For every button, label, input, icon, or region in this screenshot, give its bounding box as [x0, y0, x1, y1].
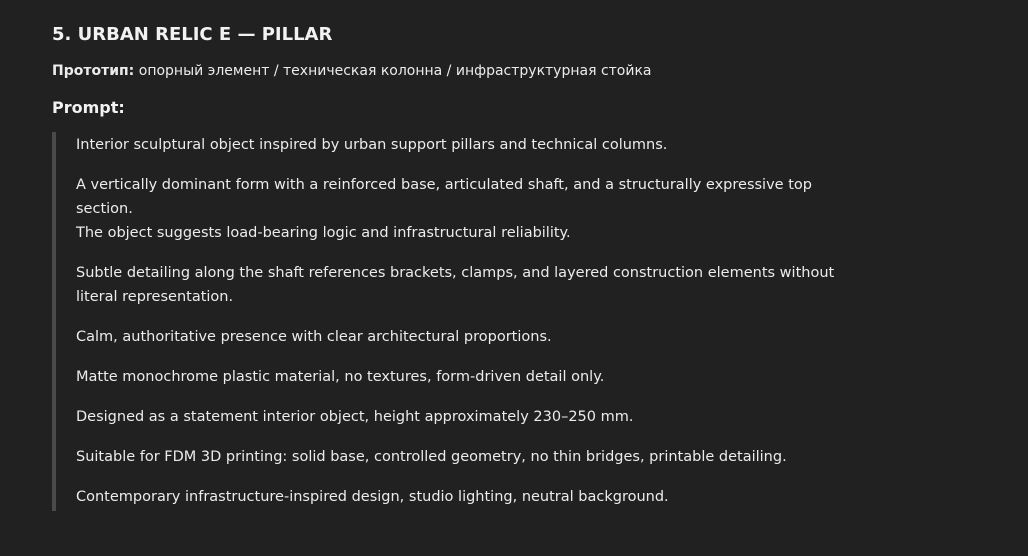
prototype-value: опорный элемент / техническая колонна / инфраструктурная стойка [134, 63, 652, 79]
document-content [52, 22, 852, 511]
prompt-paragraph: Contemporary infrastructure-inspired design, studio lighting, neutral background. [76, 489, 669, 505]
prompt-paragraph: Interior sculptural object inspired by urban support pillars and technical columns. [76, 137, 668, 153]
prompt-heading: Prompt: [52, 98, 125, 117]
prompt-paragraph: Suitable for FDM 3D printing: solid base, controlled geometry, no thin bridges, printable detailing. [76, 449, 787, 465]
prompt-paragraph: Calm, authoritative presence with clear architectural proportions. [76, 329, 552, 345]
prompt-paragraph: Designed as a statement interior object, height approximately 230–250 mm. [76, 409, 634, 425]
prompt-blockquote [52, 132, 836, 511]
section-heading: 5. URBAN RELIC E — PILLAR [52, 24, 333, 45]
prompt-paragraph: Matte monochrome plastic material, no textures, form-driven detail only. [76, 369, 605, 385]
prompt-paragraph: Subtle detailing along the shaft references brackets, clamps, and layered construction elements without literal representation. [76, 265, 835, 305]
prompt-paragraph: The object suggests load-bearing logic and infrastructural reliability. [76, 225, 571, 241]
prompt-paragraph: A vertically dominant form with a reinforced base, articulated shaft, and a structurally expressive top section. [76, 177, 812, 217]
prototype-line [52, 61, 852, 81]
prototype-label: Прототип: [52, 63, 135, 79]
